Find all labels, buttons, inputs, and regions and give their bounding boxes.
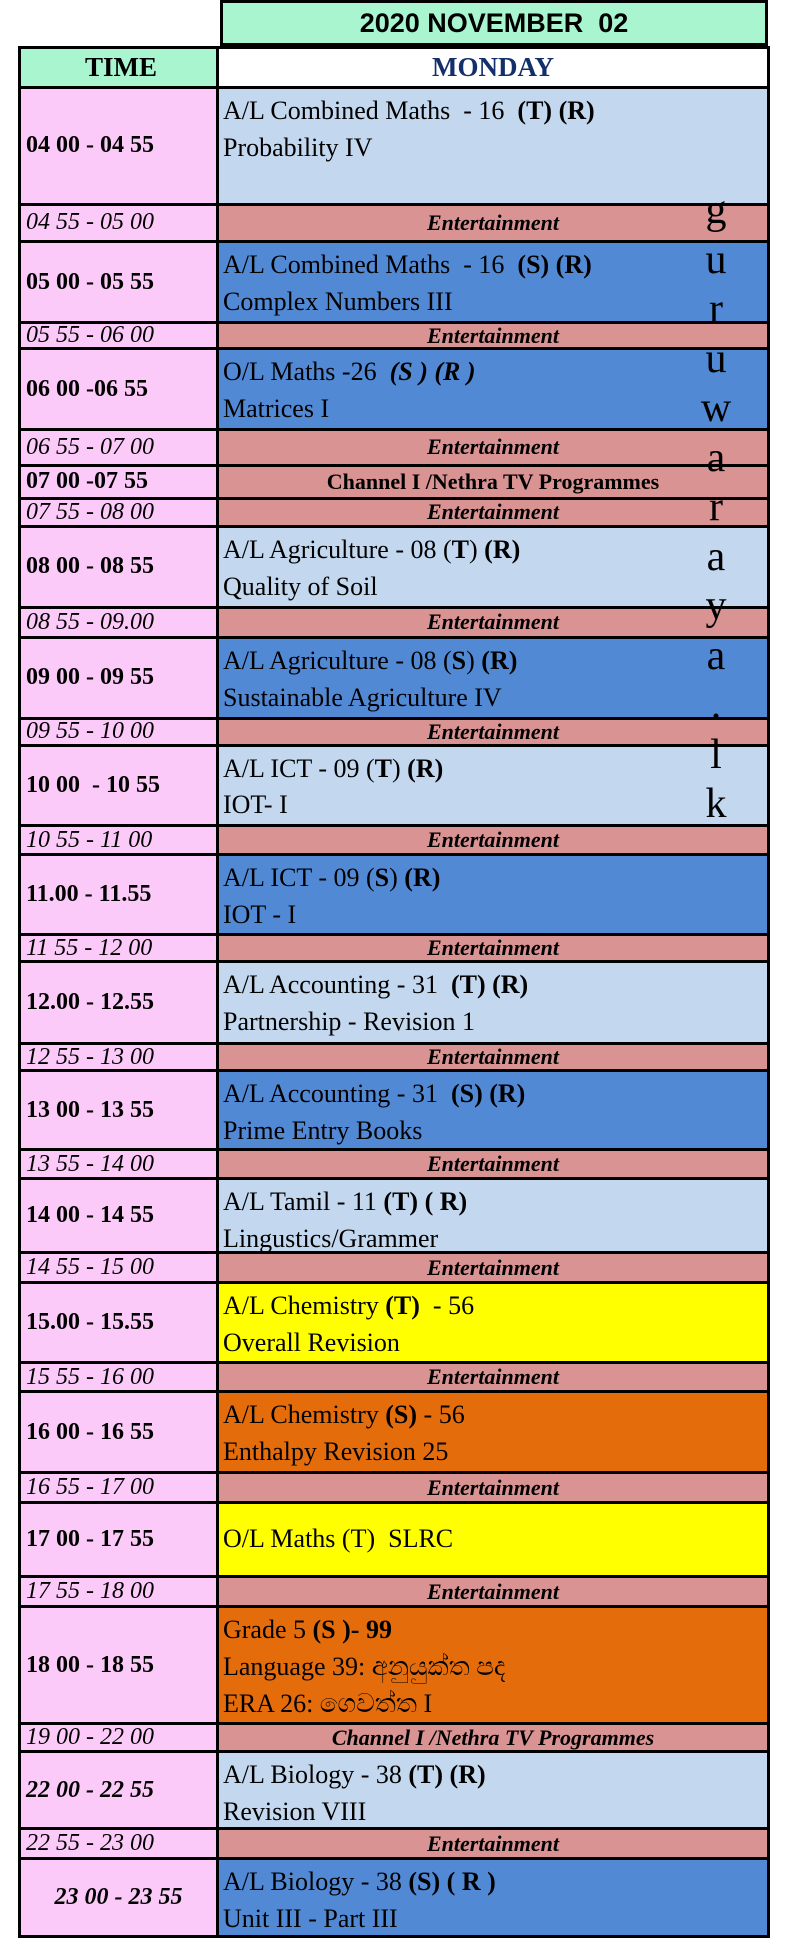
program-text: IOT- I <box>223 790 288 820</box>
program-topic <box>223 787 288 824</box>
time-slot: 23 00 - 23 55 <box>21 1860 219 1935</box>
time-slot: 09 55 - 10 00 <box>21 720 219 744</box>
program-text: ) <box>466 645 482 675</box>
time-slot: 17 00 - 17 55 <box>21 1504 219 1575</box>
program-topic <box>223 284 453 321</box>
time-slot: 14 55 - 15 00 <box>21 1254 219 1281</box>
program-text: Partnership - Revision 1 <box>223 1007 476 1037</box>
program-title <box>223 1288 474 1325</box>
watermark-letter: w <box>700 385 732 431</box>
program-text: Probability IV <box>223 132 373 162</box>
schedule-row <box>21 1284 767 1364</box>
program-topic <box>223 1649 505 1686</box>
program-text: Enthalpy Revision 25 <box>223 1437 449 1467</box>
day-header: MONDAY <box>219 49 767 86</box>
program-title <box>223 532 520 569</box>
watermark-letter: u <box>705 335 727 382</box>
program-title <box>223 93 595 130</box>
program-cell <box>219 243 767 321</box>
program-text: Matrices I <box>223 394 330 424</box>
program-text: O/L Maths -26 <box>223 357 390 387</box>
time-slot: 04 00 - 04 55 <box>21 89 219 203</box>
watermark-letter: . <box>710 682 722 728</box>
program-tag: (T) (R) <box>450 970 529 1000</box>
program-tag: (T) <box>408 1760 444 1789</box>
watermark-letter: a <box>706 632 726 679</box>
program-title <box>223 354 476 391</box>
program-text: A/L Agriculture - 08 ( <box>223 645 452 675</box>
break-label: Entertainment <box>219 1474 767 1501</box>
program-tag: (R) <box>481 645 518 675</box>
program-topic <box>223 680 502 717</box>
watermark-letter: k <box>705 781 727 827</box>
time-slot: 13 00 - 13 55 <box>21 1072 219 1148</box>
break-row <box>21 324 767 350</box>
program-text: A/L Accounting - 31 <box>223 970 451 1000</box>
break-row <box>21 827 767 856</box>
program-title <box>223 1397 465 1434</box>
program-cell <box>219 350 767 428</box>
time-slot: 04 55 - 05 00 <box>21 206 219 241</box>
time-slot: 13 55 - 14 00 <box>21 1151 219 1177</box>
program-tag: (S ) (R ) <box>389 357 476 387</box>
program-cell <box>219 1180 767 1251</box>
program-topic <box>223 1686 432 1722</box>
time-slot: 19 00 - 22 00 <box>21 1725 219 1750</box>
program-cell <box>219 1393 767 1471</box>
break-row <box>21 1578 767 1608</box>
header-row <box>21 49 767 89</box>
program-topic <box>223 1794 366 1827</box>
break-label: Entertainment <box>219 206 767 241</box>
time-slot: 07 00 -07 55 <box>21 467 219 497</box>
time-slot: 15.00 - 15.55 <box>21 1284 219 1361</box>
schedule-row <box>21 1860 767 1935</box>
time-slot: 18 00 - 18 55 <box>21 1608 219 1722</box>
schedule-row <box>21 747 767 828</box>
time-column-header: TIME <box>21 49 219 86</box>
time-slot: 10 55 - 11 00 <box>21 827 219 853</box>
time-slot: 22 00 - 22 55 <box>21 1753 219 1827</box>
watermark-letter: l <box>710 731 722 778</box>
break-row <box>21 1254 767 1284</box>
watermark-letter: u <box>705 236 727 283</box>
program-topic <box>223 897 296 933</box>
break-row <box>21 431 767 467</box>
break-label: Entertainment <box>219 1045 767 1069</box>
program-text: A/L Biology - 38 <box>223 1760 409 1789</box>
break-label: Entertainment <box>219 1830 767 1857</box>
program-tag: (S ) <box>312 1615 351 1644</box>
schedule-row <box>21 1753 767 1830</box>
time-slot: 12.00 - 12.55 <box>21 963 219 1042</box>
time-slot: 17 55 - 18 00 <box>21 1578 219 1605</box>
program-tag: (T) <box>385 1291 420 1321</box>
program-title <box>223 1864 496 1901</box>
time-slot: 16 55 - 17 00 <box>21 1474 219 1501</box>
program-text: ) <box>389 863 405 893</box>
program-tag: (S) <box>385 1400 418 1430</box>
time-slot: 08 55 - 09.00 <box>21 609 219 636</box>
program-title <box>223 1757 486 1794</box>
break-row <box>21 609 767 639</box>
break-label: Entertainment <box>219 827 767 853</box>
program-topic <box>223 1004 475 1041</box>
program-text: A/L ICT - 09 ( <box>223 753 375 783</box>
time-slot: 09 00 - 09 55 <box>21 639 219 717</box>
program-topic <box>223 1113 422 1148</box>
break-row <box>21 206 767 244</box>
program-topic <box>223 1901 398 1935</box>
schedule-row <box>21 350 767 431</box>
break-row <box>21 1474 767 1504</box>
program-topic <box>223 130 373 167</box>
break-row <box>21 1725 767 1753</box>
program-tag: (R) <box>449 1760 486 1789</box>
program-text: Unit III - Part III <box>223 1903 398 1933</box>
program-text: A/L Combined Maths - 16 <box>223 95 518 125</box>
watermark-letter: a <box>706 533 726 580</box>
time-slot: 11.00 - 11.55 <box>21 856 219 933</box>
program-text: ) <box>469 534 485 564</box>
time-slot: 06 55 - 07 00 <box>21 431 219 464</box>
break-label: Channel I /Nethra TV Programmes <box>219 1725 767 1750</box>
program-tag: T <box>374 753 392 783</box>
program-topic <box>223 1434 448 1471</box>
program-title <box>223 1521 453 1558</box>
program-tag: - 99 <box>350 1615 392 1644</box>
program-tag: (R) <box>404 863 441 893</box>
break-row <box>21 500 767 528</box>
program-cell <box>219 963 767 1042</box>
program-topic <box>223 1325 400 1361</box>
program-tag: T <box>451 534 469 564</box>
program-text: A/L Tamil - 11 <box>223 1187 384 1217</box>
program-text: A/L Biology - 38 <box>223 1867 409 1896</box>
time-slot: 07 55 - 08 00 <box>21 500 219 525</box>
break-row <box>21 1045 767 1072</box>
schedule-row <box>21 1393 767 1474</box>
program-tag: (R) <box>484 534 521 564</box>
program-text: A/L Accounting - 31 <box>223 1079 451 1109</box>
program-cell <box>219 856 767 933</box>
program-text: Complex Numbers III <box>223 287 453 317</box>
break-label: Entertainment <box>219 1254 767 1281</box>
break-row <box>21 1830 767 1860</box>
program-text: Sustainable Agriculture IV <box>223 682 502 712</box>
time-slot: 12 55 - 13 00 <box>21 1045 219 1069</box>
time-slot: 10 00 - 10 55 <box>21 747 219 825</box>
program-title <box>223 1184 467 1221</box>
break-label: Entertainment <box>219 1578 767 1605</box>
time-slot: 05 55 - 06 00 <box>21 324 219 347</box>
program-tag: (T) <box>383 1187 419 1217</box>
watermark-letter: y <box>705 583 727 629</box>
break-label: Channel I /Nethra TV Programmes <box>219 467 767 497</box>
program-cell <box>219 1608 767 1722</box>
program-text: Language 39: අනුයුක්ත පද <box>223 1651 506 1681</box>
time-slot: 08 00 - 08 55 <box>21 528 219 606</box>
program-text: - 56 <box>417 1400 465 1430</box>
program-text: Overall Revision <box>223 1328 400 1358</box>
program-text: Revision VIII <box>223 1796 367 1826</box>
program-cell <box>219 1284 767 1361</box>
watermark-letter: r <box>709 286 723 332</box>
time-slot: 06 00 -06 55 <box>21 350 219 428</box>
break-label: Entertainment <box>219 609 767 636</box>
break-label: Entertainment <box>219 936 767 960</box>
program-text: A/L Combined Maths - 16 <box>223 250 518 280</box>
break-label: Entertainment <box>219 500 767 525</box>
schedule-row <box>21 1608 767 1725</box>
program-cell <box>219 747 767 825</box>
break-label: Entertainment <box>219 1364 767 1390</box>
program-tag: (S) (R) <box>517 250 592 280</box>
program-cell <box>219 1504 767 1575</box>
program-tag: (S) (R) <box>450 1079 526 1109</box>
program-tag: (R) <box>407 753 444 783</box>
program-tag: (S) <box>408 1867 441 1896</box>
schedule-row <box>21 963 767 1045</box>
program-cell <box>219 89 767 203</box>
program-text: A/L Agriculture - 08 ( <box>223 534 452 564</box>
program-cell <box>219 1860 767 1935</box>
program-text: A/L Chemistry <box>223 1291 386 1321</box>
program-tag: ( R) <box>424 1187 468 1217</box>
break-row <box>21 936 767 963</box>
program-text: ) <box>392 753 408 783</box>
schedule-row <box>21 1072 767 1151</box>
program-text: Quality of Soil <box>223 571 378 601</box>
program-text: ERA 26: ගෙවත්ත I <box>223 1688 433 1718</box>
program-topic <box>223 569 378 606</box>
time-slot: 15 55 - 16 00 <box>21 1364 219 1390</box>
time-slot: 22 55 - 23 00 <box>21 1830 219 1857</box>
break-row <box>21 1151 767 1180</box>
schedule-row <box>21 856 767 936</box>
program-title <box>223 860 440 897</box>
schedule-table <box>18 46 770 1938</box>
program-cell <box>219 528 767 606</box>
program-text: A/L ICT - 09 ( <box>223 863 375 893</box>
program-topic <box>223 1221 438 1251</box>
watermark-letter: g <box>705 187 727 233</box>
schedule-row <box>21 1180 767 1254</box>
break-label: Entertainment <box>219 324 767 347</box>
program-text: - 56 <box>419 1291 475 1321</box>
time-slot: 05 00 - 05 55 <box>21 243 219 321</box>
program-title <box>223 247 592 284</box>
watermark-letter: a <box>706 434 726 481</box>
time-slot: 11 55 - 12 00 <box>21 936 219 960</box>
program-title <box>223 1076 525 1113</box>
break-row <box>21 467 767 500</box>
program-title <box>223 643 517 680</box>
program-text: IOT - I <box>223 900 297 930</box>
program-text: Lingustics/Grammer <box>223 1224 439 1252</box>
program-cell <box>219 639 767 717</box>
schedule-row <box>21 89 767 206</box>
program-title <box>223 967 528 1004</box>
program-title <box>223 751 443 788</box>
program-text: O/L Maths (T) SLRC <box>223 1524 454 1554</box>
program-tag: S <box>374 863 390 893</box>
time-slot: 14 00 - 14 55 <box>21 1180 219 1251</box>
date-header: 2020 NOVEMBER 02 <box>220 0 768 46</box>
break-label: Entertainment <box>219 1151 767 1177</box>
schedule-row <box>21 243 767 324</box>
program-text: Grade 5 <box>223 1615 313 1644</box>
program-text: Prime Entry Books <box>223 1116 423 1146</box>
program-title <box>223 1612 392 1649</box>
program-tag: S <box>451 645 467 675</box>
time-slot: 16 00 - 16 55 <box>21 1393 219 1471</box>
break-row <box>21 1364 767 1393</box>
watermark-letter: r <box>709 484 723 530</box>
schedule-row <box>21 528 767 609</box>
program-topic <box>223 391 329 428</box>
program-cell <box>219 1072 767 1148</box>
program-text: A/L Chemistry <box>223 1400 386 1430</box>
program-tag: (T) (R) <box>517 95 595 125</box>
break-label: Entertainment <box>219 720 767 744</box>
break-row <box>21 720 767 747</box>
break-label: Entertainment <box>219 431 767 464</box>
program-tag: ( R ) <box>446 1867 496 1896</box>
program-cell <box>219 1753 767 1827</box>
schedule-row <box>21 639 767 720</box>
schedule-row <box>21 1504 767 1578</box>
